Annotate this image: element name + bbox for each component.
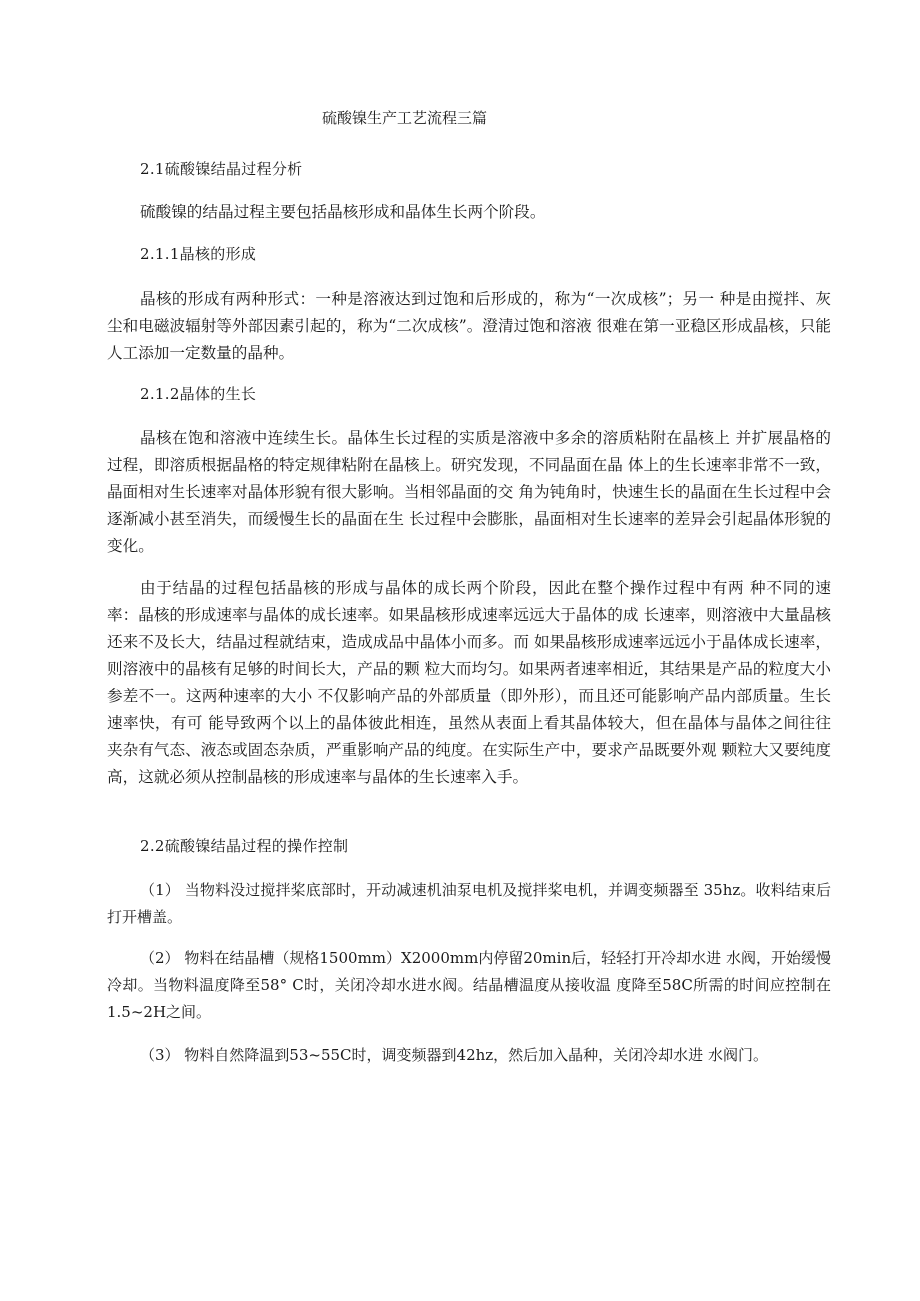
growth-rate-paragraph: 由于结晶的过程包括晶核的形成与晶体的成长两个阶段，因此在整个操作过程中有两 种不同的速率：晶核的形成速率与晶体的成长速率。如果晶核形成速率远远大于晶体的成 长速率，则溶液中大量晶核还来不及长大，结晶过程就结束，造成成品中晶体小而多。而 如果晶核形成速率远远小于晶体成长速率，则溶液中的晶核有足够的时间长大，产品的颗 粒大而均匀。如果两者速率相近，其结果是产品的粒度大小参差不一。这两种速率的大小 不仅影响产品的外部质量（即外形），而且还可能影响产品内部质量。生长速率快，有可 能导致两个以上的晶体彼此相连，虽然从表面上看其晶体较大，但在晶体与晶体之间往往 夹杂有气态、液态或固态杂质，严重影响产品的纯度。在实际生产中，要求产品既要外观 颗粒大又要纯度高，这就必须从控制晶核的形成速率与晶体的生长速率入手。 [107,579,831,786]
section-heading-2-1-2: 2.1.2晶体的生长 [140,385,257,403]
section-2-1-2-paragraph: 晶核在饱和溶液中连续生长。晶体生长过程的实质是溶液中多余的溶质粘附在晶核上 并扩展晶格的过程，即溶质根据晶格的特定规律粘附在晶核上。研究发现，不同晶面在晶 体上的生长速率非常不一致，晶面相对生长速率对晶体形貌有很大影响。当相邻晶面的交 角为钝角时，快速生长的晶面在生长过程中会逐渐减小甚至消失，而缓慢生长的晶面在生 长过程中会膨胀，晶面相对生长速率的差异会引起晶体形貌的变化。 [107,429,831,555]
operation-step-3: （3） 物料自然降温到53~55C时，调变频器到42hz，然后加入晶种，关闭冷却水进 水阀门。 [140,1046,768,1064]
operation-step-2: （2） 物料在结晶槽（规格1500mm）X2000mm内停留20min后，轻轻打开冷却水进 水阀，开始缓慢冷却。当物料温度降至58° C时，关闭冷却水进水阀。结晶槽温度从接收温 度降至58C所需的时间应控制在1.5~2H之间。 [107,949,831,1021]
document-title: 硫酸镍生产工艺流程三篇 [322,109,488,127]
section-heading-2-2: 2.2硫酸镍结晶过程的操作控制 [140,837,349,855]
section-2-1-1-paragraph: 晶核的形成有两种形式：一种是溶液达到过饱和后形成的，称为“一次成核”；另一 种是由搅拌、灰尘和电磁波辐射等外部因素引起的，称为“二次成核”。澄清过饱和溶液 很难在第一亚稳区形成晶核，只能人工添加一定数量的晶种。 [107,290,831,362]
section-heading-2-1-1: 2.1.1晶核的形成 [140,245,257,263]
operation-step-1: （1） 当物料没过搅拌桨底部时，开动减速机油泵电机及搅拌桨电机，并调变频器至 35hz。收料结束后打开槽盖。 [107,881,831,926]
section-heading-2-1: 2.1硫酸镍结晶过程分析 [140,160,303,178]
section-2-1-intro: 硫酸镍的结晶过程主要包括晶核形成和晶体生长两个阶段。 [140,203,546,221]
